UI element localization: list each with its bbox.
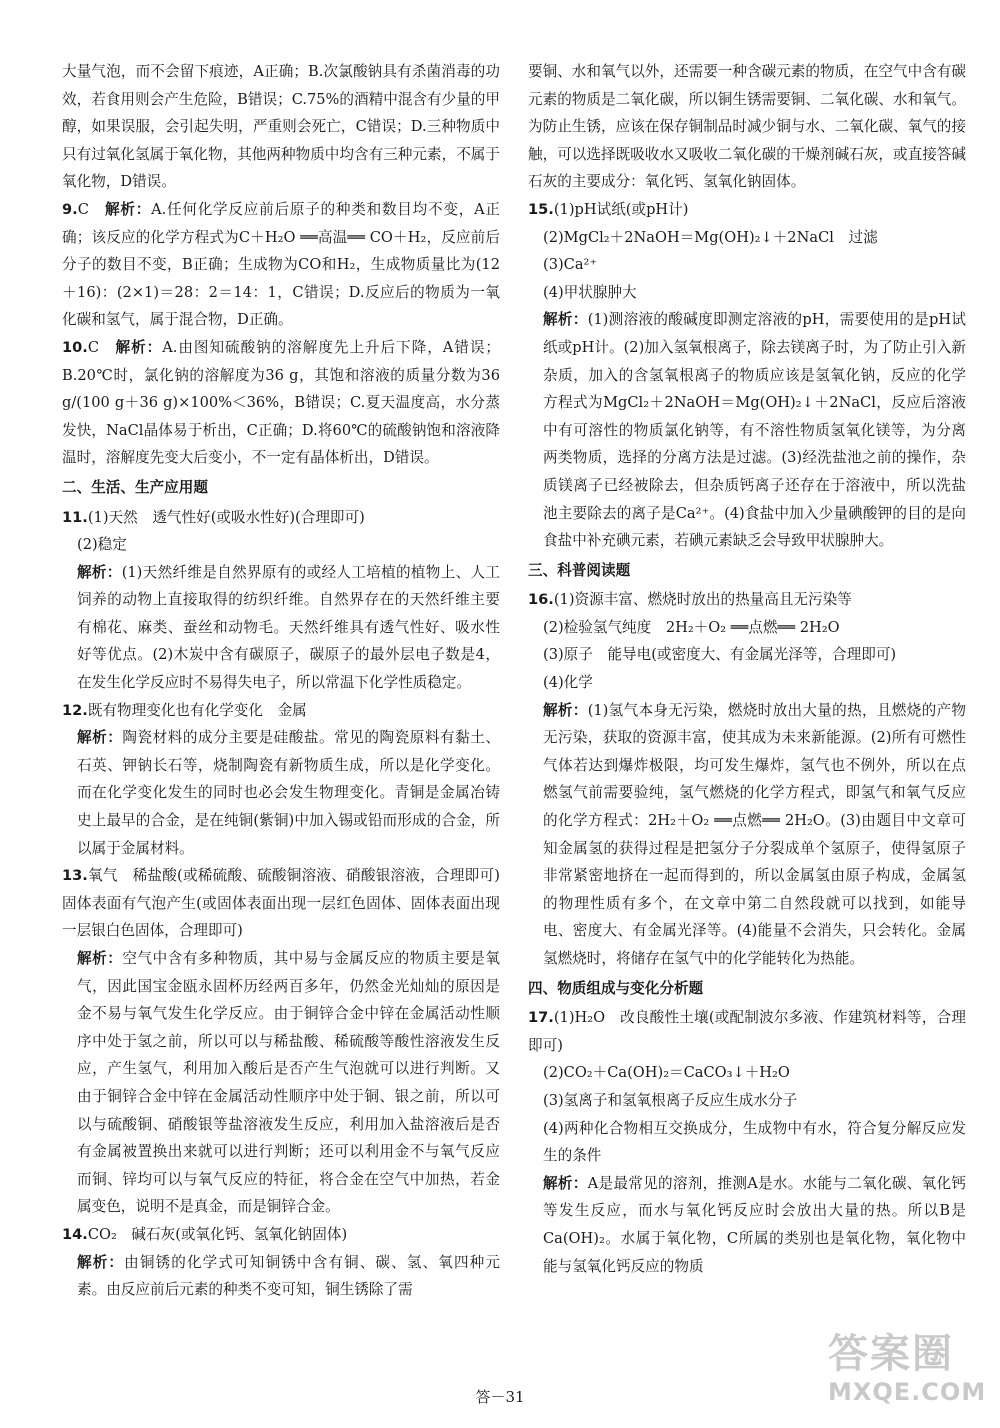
- watermark-logo: 答案圈: [828, 1331, 954, 1377]
- answer-line: (2)CO₂＋Ca(OH)₂＝CaCO₃↓＋H₂O: [543, 1064, 790, 1082]
- watermark: [828, 1330, 988, 1420]
- analysis-text: 陶瓷材料的成分主要是硅酸盐。常见的陶瓷原料有黏土、石英、钾钠长石等，烧制陶瓷有新物质生成，所以是化学变化。而在化学变化发生的同时也必会发生物理变化。青铜是金属冶铸史上最早的合金，是在纯铜(紫铜)中加入锡或铅而形成的合金，所以属于金属材料。: [77, 729, 500, 857]
- analysis-label: 解析：: [543, 311, 588, 329]
- answer-line: (3)Ca²⁺: [543, 256, 598, 274]
- analysis: [62, 724, 500, 862]
- question-number: 9.: [62, 200, 78, 218]
- section-heading: 四、物质组成与变化分析题: [528, 979, 704, 997]
- analysis-text: A.由图知硫酸钠的溶解度先上升后下降，A错误；B.20℃时，氯化钠的溶解度为36 g，其饱和溶液的质量分数为36 g/(100 g＋36 g)×100%＜36%，B错误；C.夏天温度高，水分蒸发快，NaCl晶体易于析出，C正确；D.将60℃的硫酸钠饱和溶液降温时，溶解度先变大后变小，不一定有晶体析出，D错误。: [62, 338, 500, 467]
- answer: (1)天然 透气性好(或吸水性好)(合理即可): [87, 508, 365, 526]
- analysis-label: 解析：: [115, 338, 163, 356]
- analysis-label: 解析：: [77, 729, 123, 747]
- analysis-text: 由铜锈的化学式可知铜锈中含有铜、碳、氢、氧四种元素。由反应前后元素的种类不变可知，铜生锈除了需: [77, 1253, 500, 1299]
- question-number: 14.: [62, 1225, 88, 1243]
- analysis: [528, 697, 966, 973]
- watermark-url: MXQE.COM: [828, 1378, 987, 1406]
- right-column: [528, 58, 966, 1280]
- analysis: [62, 1249, 500, 1304]
- question-number: 17.: [528, 1009, 554, 1027]
- section-heading: 二、生活、生产应用题: [62, 478, 208, 496]
- question-number: 16.: [528, 591, 554, 609]
- analysis-text: A是最常见的溶剂，推测A是水。水能与二氧化碳、氧化钙等发生反应，而水与氧化钙反应时会放出大量的热。所以B是Ca(OH)₂。水属于氧化物，C所属的类别也是氧化物，氧化物中能与氢氧化钙反应的物质: [543, 1174, 966, 1275]
- question-13: [62, 862, 515, 945]
- answer-line: (2)MgCl₂＋2NaOH＝Mg(OH)₂↓＋2NaCl 过滤: [543, 228, 878, 246]
- answer: C: [77, 200, 89, 218]
- paragraph-continuation: 大量气泡，而不会留下痕迹，A正确；B.次氯酸钠具有杀菌消毒的功效，若食用则会产生危险，B错误；C.75%的酒精中混含有少量的甲醇，如果误服，会引起失明，严重则会死亡，C错误；D.三种物质中只有过氧化氢属于氧化物，其他两种物质中均含有三种元素，不属于氧化物，D错误。: [62, 63, 500, 191]
- question-12: [62, 697, 500, 725]
- question-11: [62, 504, 500, 532]
- analysis-label: 解析：: [543, 1174, 588, 1192]
- answer-line: (2)稳定: [77, 536, 127, 554]
- question-number: 13.: [62, 867, 88, 885]
- analysis: [528, 1170, 966, 1280]
- analysis-label: 解析：: [77, 563, 122, 581]
- analysis-label: 解析：: [105, 200, 152, 218]
- analysis-label: 解析：: [77, 950, 123, 967]
- analysis-text: (1)天然纤维是自然界原有的或经人工培植的植物上、人工饲养的动物上直接取得的纺织纤维。自然界存在的天然纤维主要有棉花、麻类、蚕丝和动物毛。天然纤维具有透气性好、吸水性好等优点。(2)木炭中含有碳原子，碳原子的最外层电子数是4，在发生化学反应时不易得失电子，所以常温下化学性质稳定。: [77, 563, 500, 692]
- question-number: 15.: [528, 200, 554, 218]
- question-16: [528, 586, 966, 614]
- answer: (1)资源丰富、燃烧时放出的热量高且无污染等: [553, 591, 852, 609]
- question-15: [528, 196, 966, 224]
- answer-line: (4)化学: [543, 674, 593, 692]
- answer-line: (3)原子 能导电(或密度大、有金属光泽等，合理即可): [543, 646, 897, 664]
- question-17: [528, 1004, 966, 1059]
- answer: CO₂ 碱石灰(或氧化钙、氢氧化钠固体): [87, 1225, 348, 1243]
- analysis-label: 解析：: [543, 701, 588, 719]
- question-10: [62, 334, 500, 472]
- left-column: [62, 58, 515, 1304]
- question-number: 12.: [62, 701, 88, 719]
- question-9: [62, 196, 500, 334]
- analysis-text: (1)氢气本身无污染，燃烧时放出大量的热，且燃烧的产物无污染，获取的资源丰富，使其成为未来新能源。(2)所有可燃性气体若达到爆炸极限，均可发生爆炸，氢气也不例外，所以在点燃氢气前需要验纯，氢气燃烧的化学方程式，即氢气和氧气反应的化学方程式：2H₂＋O₂ ══点燃══ 2H₂O。(3)由题目中文章可知金属氢的获得过程是把氢分子分裂成单个氢原子，使得氢原子非常紧密地挤在一起而得到的，所以金属氢由原子构成，金属氢的物理性质有多个，在文章中第二自然段就可以找到，如能导电、密度大、有金属光泽等。(4)能量不会消失，只会转化。金属氢燃烧时，将储存在氢气中的化学能转化为热能。: [543, 701, 966, 967]
- answer-line: (2)检验氢气纯度 2H₂＋O₂ ══点燃══ 2H₂O: [543, 618, 840, 636]
- answer: C: [87, 338, 100, 356]
- analysis-text: 空气中含有多种物质，其中易与金属反应的物质主要是氧气，因此国宝金瓯永固杯历经两百多年，仍然金光灿灿的原因是金不易与氧气发生化学反应。由于铜锌合金中锌在金属活动性顺序中处于氢之前，所以可以与稀盐酸、稀硫酸等酸性溶液发生反应，产生氢气，利用加入酸后是否产生气泡就可以进行判断。又由于铜锌合金中锌在金属活动性顺序中处于铜、银之前，所以可以与硫酸铜、硝酸银等盐溶液发生反应，利用加入盐溶液后是否有金属被置换出来就可以进行判断；还可以利用金不与氧气反应而铜、锌均可以与氧气反应的特征，将合金在空气中加热，若金属变色，说明不是真金，而是铜锌合金。: [77, 950, 500, 1216]
- answer: 既有物理变化也有化学变化 金属: [87, 701, 307, 719]
- analysis-label: 解析：: [77, 1253, 125, 1271]
- answer: (1)pH试纸(或pH计): [553, 200, 689, 218]
- analysis: [62, 559, 500, 697]
- analysis-text: (1)测溶液的酸碱度即测定溶液的pH，需要使用的是pH试纸或pH计。(2)加入氢氧根离子，除去镁离子时，为了防止引入新杂质，加入的含氢氧根离子的物质应该是氢氧化钠，反应的化学方程式为MgCl₂＋2NaOH＝Mg(OH)₂↓＋2NaCl，反应后溶液中有可溶性的物质氯化钠等，有不溶性物质氢氧化镁等，为分离两类物质，选择的分离方法是过滤。(3)经洗盐池之前的操作，杂质镁离子已经被除去，但杂质钙离子还存在于溶液中，所以洗盐池主要除去的离子是Ca²⁺。(4)食盐中加入少量碘酸钾的目的是向食盐中补充碘元素，若碘元素缺乏会导致甲状腺肿大。: [543, 311, 966, 550]
- answer-line: (4)甲状腺肿大: [543, 283, 637, 301]
- answer-line: (4)两种化合物相互交换成分，生成物中有水，符合复分解反应发生的条件: [543, 1119, 966, 1165]
- section-heading: 三、科普阅读题: [528, 561, 631, 579]
- analysis-text: A.任何化学反应前后原子的种类和数目均不变，A正确；该反应的化学方程式为C＋H₂O ══高温══ CO＋H₂，反应前后分子的数目不变，B正确；生成物为CO和H₂，生成物质量比为(12＋16)：(2×1)＝28：2＝14：1，C错误；D.反应后的物质为一氧化碳和氢气，属于混合物，D正确。: [62, 200, 500, 329]
- paragraph-continuation: 要铜、水和氧气以外，还需要一种含碳元素的物质，在空气中含有碳元素的物质是二氧化碳，所以铜生锈需要铜、二氧化碳、水和氧气。为防止生锈，应该在保存铜制品时减少铜与水、二氧化碳、氧气的接触，可以选择既吸收水又吸收二氧化碳的干燥剂碱石灰，或直接答碱石灰的主要成分：氧化钙、氢氧化钠固体。: [528, 63, 966, 191]
- analysis: [528, 306, 966, 554]
- question-number: 11.: [62, 508, 88, 526]
- page-number: 答－31: [475, 1388, 525, 1406]
- answer-line: (3)氢离子和氢氧根离子反应生成水分子: [543, 1091, 798, 1109]
- question-14: [62, 1221, 500, 1249]
- answer: 氧气 稀盐酸(或稀硫酸、硫酸铜溶液、硝酸银溶液，合理即可) 固体表面有气泡产生(或固体表面出现一层红色固体、固体表面出现一层银白色固体，合理即可): [62, 867, 515, 940]
- analysis: [62, 945, 500, 1221]
- question-number: 10.: [62, 338, 88, 356]
- answer: (1)H₂O 改良酸性土壤(或配制波尔多液、作建筑材料等，合理即可): [528, 1009, 966, 1054]
